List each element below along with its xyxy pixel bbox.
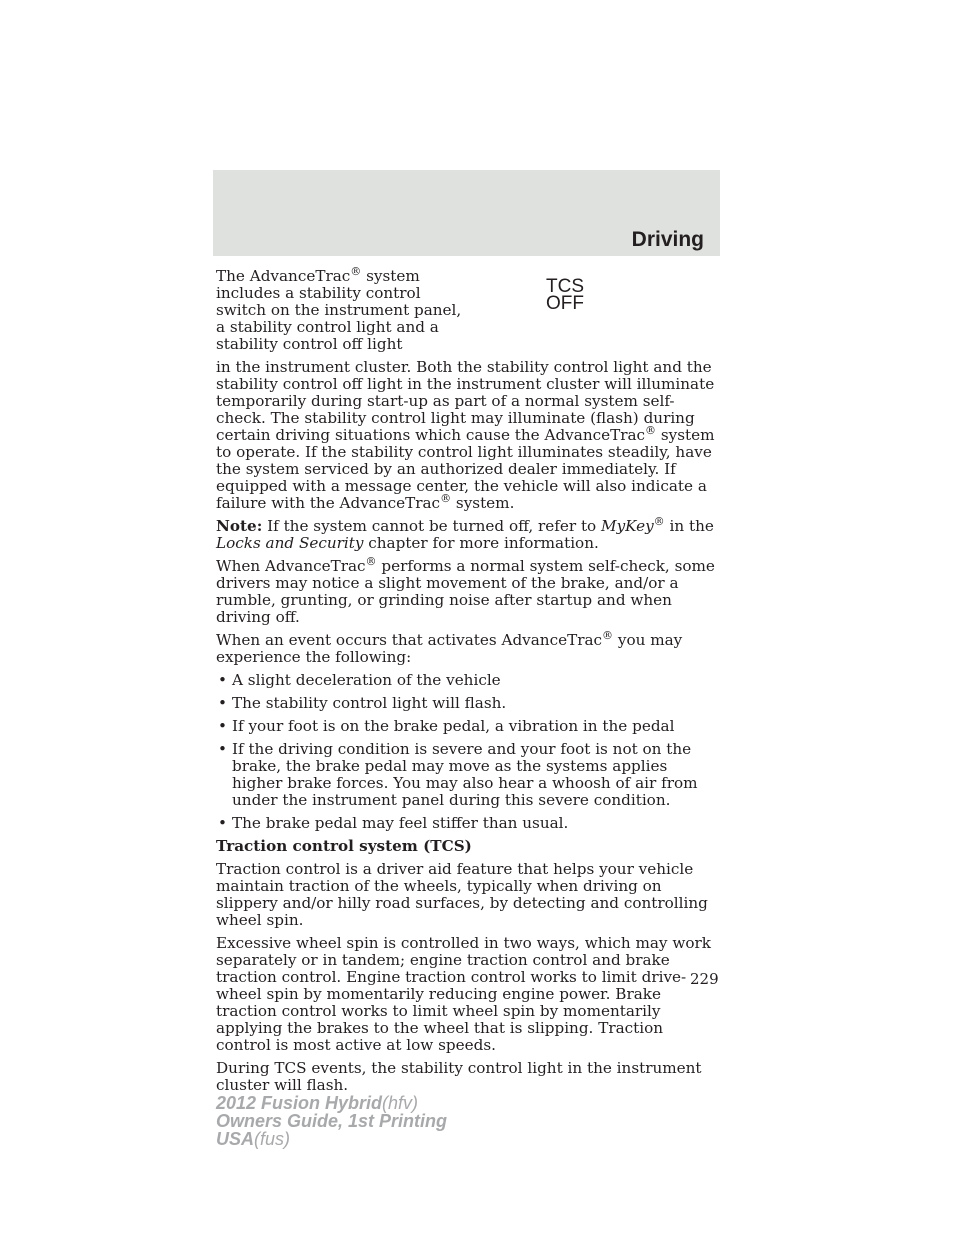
registered-mark: ® (602, 628, 614, 642)
footer-line-2: Owners Guide, 1st Printing (216, 1111, 448, 1131)
note-paragraph (216, 514, 721, 552)
document-footer (216, 1094, 447, 1148)
chapter-header-band (213, 170, 720, 256)
registered-mark: ® (440, 491, 452, 505)
mykey-reference: MyKey® (601, 514, 665, 535)
tcs-heading: Traction control system (TCS) (216, 837, 472, 855)
footer-market-code: (fus) (254, 1129, 291, 1149)
tcs-off-icon (546, 278, 584, 312)
registered-mark: ® (350, 264, 362, 278)
event-bullet-list (216, 672, 721, 832)
tcs-paragraph-3: During TCS events, the stability control light in the instrument cluster will flash. (216, 1059, 702, 1094)
event-paragraph: When an event occurs that activates AdvanceTrac® you may experience the following: (216, 628, 683, 666)
selfcheck-paragraph: When AdvanceTrac® performs a normal system self-check, some drivers may notice a slight movement of the brake, and/or a rumble, grunting, or grinding noise after startup and when driving off. (216, 554, 715, 626)
list-item: • A slight deceleration of the vehicle (216, 672, 721, 689)
list-item: • If your foot is on the brake pedal, a vibration in the pedal (216, 718, 721, 735)
note-label: Note: (216, 517, 263, 535)
page-number: 229 (690, 970, 719, 988)
list-item: • The stability control light will flash. (216, 695, 721, 712)
chapter-title: Driving (631, 228, 704, 251)
footer-model: 2012 Fusion Hybrid (216, 1093, 383, 1113)
note-text: chapter for more information. (363, 534, 599, 552)
tcs-icon-line1: TCS (546, 276, 584, 297)
footer-market: USA (216, 1129, 255, 1149)
note-text: in the (664, 517, 714, 535)
intro-wrap-text: The AdvanceTrac® system includes a stability control switch on the instrument panel, a stability control light and a stability control off light (216, 264, 462, 353)
registered-mark: ® (645, 423, 657, 437)
tcs-paragraph-1: Traction control is a driver aid feature that helps your vehicle maintain traction of the wheels, typically when driving on slippery and/or hilly road surfaces, by detecting and controlling wheel spin. (216, 860, 708, 929)
footer-line-3 (216, 1130, 447, 1148)
footer-model-code: (hfv) (382, 1093, 419, 1113)
footer-line-1 (216, 1094, 447, 1112)
page-content (216, 264, 721, 1100)
intro-block (216, 264, 721, 512)
list-item: • If the driving condition is severe and your foot is not on the brake, the brake pedal may move as the systems applies higher brake forces. You may also hear a whoosh of air from under the instrument panel during this severe condition. (216, 741, 721, 809)
chapter-reference: Locks and Security (216, 534, 364, 552)
registered-mark: ® (365, 554, 377, 568)
tcs-paragraph-2: Excessive wheel spin is controlled in two ways, which may work separately or in tandem; engine traction control and brake traction control. Engine traction control works to limit drive-wheel spin by momentarily reducing engine power. Brake traction control works to limit wheel spin by momentarily applying the brakes to the wheel that is slipping. Traction control is most active at low speeds. (216, 934, 711, 1054)
list-item: • The brake pedal may feel stiffer than usual. (216, 815, 721, 832)
note-text: If the system cannot be turned off, refer to (262, 517, 602, 535)
registered-mark: ® (653, 514, 665, 528)
tcs-icon-line2: OFF (546, 293, 584, 314)
intro-rest-text: in the instrument cluster. Both the stability control light and the stability control off light in the instrument cluster will illuminate temporarily during start-up as part of a normal system self-check. The stability control light may illuminate (flash) during certain driving situations which cause the AdvanceTrac® system to operate. If the stability control light illuminates steadily, have the system serviced by an authorized dealer immediately. If equipped with a message center, the vehicle will also indicate a failure with the AdvanceTrac® system. (216, 358, 715, 512)
